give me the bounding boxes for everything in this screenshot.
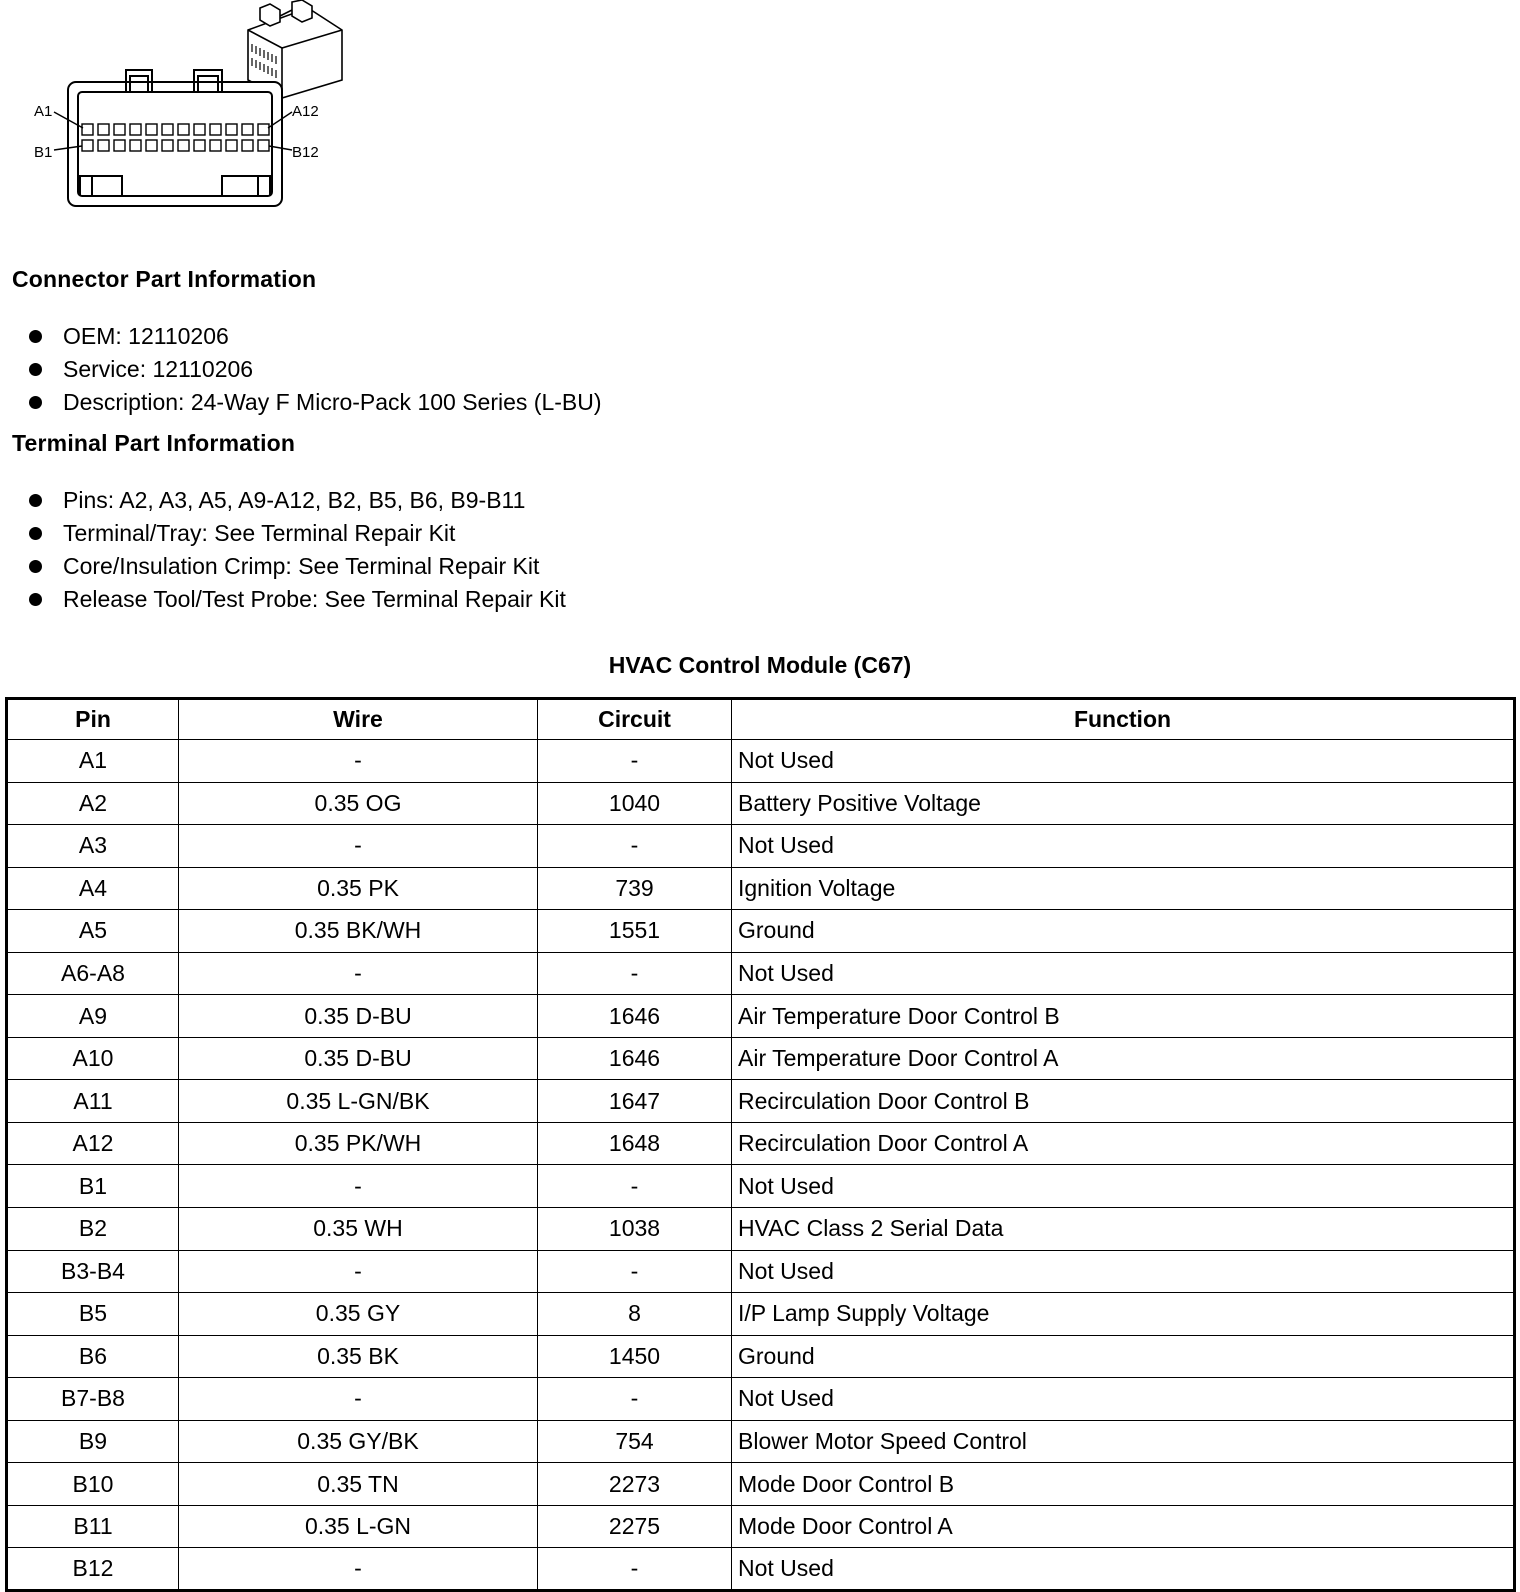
- table-row: [7, 1250, 1515, 1293]
- table-row: [7, 1165, 1515, 1208]
- cell-pin: A3: [7, 825, 179, 868]
- cell-circuit: -: [538, 825, 732, 868]
- cell-pin: A2: [7, 782, 179, 825]
- cell-function: Recirculation Door Control B: [732, 1080, 1515, 1123]
- cell-pin: B1: [7, 1165, 179, 1208]
- label-a12: A12: [292, 103, 319, 120]
- header-pin: Pin: [7, 699, 179, 740]
- cell-pin: B10: [7, 1463, 179, 1506]
- connector-diagram: [30, 0, 360, 215]
- cell-function: HVAC Class 2 Serial Data: [732, 1208, 1515, 1251]
- cell-pin: B12: [7, 1548, 179, 1591]
- table-row: [7, 867, 1515, 910]
- pinout-table: [5, 697, 1516, 1592]
- label-a1: A1: [34, 103, 53, 120]
- cell-function: Not Used: [732, 1548, 1515, 1591]
- table-row: [7, 740, 1515, 783]
- header-function: Function: [732, 699, 1515, 740]
- table-row: [7, 1080, 1515, 1123]
- list-item: [28, 353, 602, 386]
- cell-circuit: -: [538, 1250, 732, 1293]
- cell-function: Battery Positive Voltage: [732, 782, 1515, 825]
- cell-pin: A6-A8: [7, 952, 179, 995]
- cell-circuit: 1450: [538, 1335, 732, 1378]
- cell-function: Mode Door Control B: [732, 1463, 1515, 1506]
- cell-pin: A12: [7, 1122, 179, 1165]
- connector-info-heading: Connector Part Information: [12, 266, 317, 292]
- cell-pin: A5: [7, 910, 179, 953]
- table-header-row: [7, 699, 1515, 740]
- terminal-info-tray: Terminal/Tray: See Terminal Repair Kit: [63, 520, 456, 546]
- cell-function: Not Used: [732, 1378, 1515, 1421]
- cell-pin: B7-B8: [7, 1378, 179, 1421]
- terminal-info-pins: Pins: A2, A3, A5, A9-A12, B2, B5, B6, B9-B11: [63, 487, 526, 513]
- bullet-icon: [29, 527, 42, 540]
- table-row: [7, 1420, 1515, 1463]
- bullet-icon: [29, 593, 42, 606]
- table-row: [7, 910, 1515, 953]
- list-item: [28, 386, 602, 419]
- cell-pin: B9: [7, 1420, 179, 1463]
- bullet-icon: [29, 494, 42, 507]
- table-row: [7, 1548, 1515, 1591]
- cell-circuit: -: [538, 952, 732, 995]
- cell-circuit: 1646: [538, 1037, 732, 1080]
- cell-pin: B6: [7, 1335, 179, 1378]
- cell-pin: A9: [7, 995, 179, 1038]
- table-row: [7, 1122, 1515, 1165]
- cell-function: Ground: [732, 1335, 1515, 1378]
- table-row: [7, 1463, 1515, 1506]
- table-row: [7, 952, 1515, 995]
- cell-wire: 0.35 BK/WH: [179, 910, 538, 953]
- cell-function: Blower Motor Speed Control: [732, 1420, 1515, 1463]
- cell-wire: -: [179, 1165, 538, 1208]
- cell-circuit: 2273: [538, 1463, 732, 1506]
- cell-wire: -: [179, 740, 538, 783]
- cell-wire: 0.35 GY: [179, 1293, 538, 1336]
- cell-circuit: 1040: [538, 782, 732, 825]
- cell-function: Recirculation Door Control A: [732, 1122, 1515, 1165]
- cell-pin: A11: [7, 1080, 179, 1123]
- cell-wire: -: [179, 1378, 538, 1421]
- cell-pin: B11: [7, 1505, 179, 1548]
- cell-function: Air Temperature Door Control B: [732, 995, 1515, 1038]
- cell-circuit: 1646: [538, 995, 732, 1038]
- connector-info-list: [28, 320, 602, 419]
- cell-pin: A4: [7, 867, 179, 910]
- cell-circuit: -: [538, 1378, 732, 1421]
- connector-info-service: Service: 12110206: [63, 356, 254, 382]
- terminal-info-tool: Release Tool/Test Probe: See Terminal Repair Kit: [63, 586, 566, 612]
- connector-face: [68, 70, 282, 206]
- cell-wire: -: [179, 1250, 538, 1293]
- cell-circuit: -: [538, 740, 732, 783]
- cell-circuit: -: [538, 1165, 732, 1208]
- cell-function: Not Used: [732, 740, 1515, 783]
- cell-pin: A10: [7, 1037, 179, 1080]
- cell-circuit: 2275: [538, 1505, 732, 1548]
- cell-wire: 0.35 L-GN/BK: [179, 1080, 538, 1123]
- header-circuit: Circuit: [538, 699, 732, 740]
- cell-circuit: 739: [538, 867, 732, 910]
- cell-wire: 0.35 GY/BK: [179, 1420, 538, 1463]
- cell-wire: 0.35 L-GN: [179, 1505, 538, 1548]
- bullet-icon: [29, 396, 42, 409]
- cell-circuit: 1038: [538, 1208, 732, 1251]
- label-b1: B1: [34, 144, 53, 161]
- cell-pin: B2: [7, 1208, 179, 1251]
- cell-function: Not Used: [732, 952, 1515, 995]
- table-row: [7, 1293, 1515, 1336]
- list-item: [28, 517, 566, 550]
- table-row: [7, 1505, 1515, 1548]
- cell-function: Ignition Voltage: [732, 867, 1515, 910]
- terminal-info-list: [28, 484, 566, 616]
- table-row: [7, 995, 1515, 1038]
- cell-function: Ground: [732, 910, 1515, 953]
- cell-wire: -: [179, 952, 538, 995]
- cell-function: Not Used: [732, 825, 1515, 868]
- cell-wire: 0.35 D-BU: [179, 995, 538, 1038]
- cell-function: Mode Door Control A: [732, 1505, 1515, 1548]
- bullet-icon: [29, 560, 42, 573]
- label-b12: B12: [292, 144, 319, 161]
- cell-pin: B3-B4: [7, 1250, 179, 1293]
- cell-wire: 0.35 PK/WH: [179, 1122, 538, 1165]
- cell-wire: 0.35 WH: [179, 1208, 538, 1251]
- list-item: [28, 583, 566, 616]
- list-item: [28, 550, 566, 583]
- bullet-icon: [29, 363, 42, 376]
- cell-circuit: -: [538, 1548, 732, 1591]
- cell-wire: 0.35 PK: [179, 867, 538, 910]
- cell-pin: A1: [7, 740, 179, 783]
- cell-function: Air Temperature Door Control A: [732, 1037, 1515, 1080]
- cell-circuit: 1648: [538, 1122, 732, 1165]
- cell-circuit: 1647: [538, 1080, 732, 1123]
- cell-wire: -: [179, 825, 538, 868]
- table-title: HVAC Control Module (C67): [608, 652, 912, 678]
- table-row: [7, 825, 1515, 868]
- header-wire: Wire: [179, 699, 538, 740]
- list-item: [28, 320, 602, 353]
- list-item: [28, 484, 566, 517]
- cell-function: Not Used: [732, 1250, 1515, 1293]
- cell-wire: 0.35 OG: [179, 782, 538, 825]
- cell-circuit: 754: [538, 1420, 732, 1463]
- cell-circuit: 1551: [538, 910, 732, 953]
- connector-info-oem: OEM: 12110206: [63, 323, 229, 349]
- cell-wire: 0.35 D-BU: [179, 1037, 538, 1080]
- cell-circuit: 8: [538, 1293, 732, 1336]
- terminal-info-heading: Terminal Part Information: [12, 430, 296, 456]
- cell-pin: B5: [7, 1293, 179, 1336]
- cell-wire: -: [179, 1548, 538, 1591]
- table-row: [7, 1208, 1515, 1251]
- cell-wire: 0.35 BK: [179, 1335, 538, 1378]
- connector-info-description: Description: 24-Way F Micro-Pack 100 Series (L-BU): [63, 389, 602, 415]
- cell-function: I/P Lamp Supply Voltage: [732, 1293, 1515, 1336]
- bullet-icon: [29, 330, 42, 343]
- table-row: [7, 1335, 1515, 1378]
- table-row: [7, 782, 1515, 825]
- table-row: [7, 1378, 1515, 1421]
- cell-wire: 0.35 TN: [179, 1463, 538, 1506]
- cell-function: Not Used: [732, 1165, 1515, 1208]
- table-row: [7, 1037, 1515, 1080]
- terminal-info-crimp: Core/Insulation Crimp: See Terminal Repair Kit: [63, 553, 540, 579]
